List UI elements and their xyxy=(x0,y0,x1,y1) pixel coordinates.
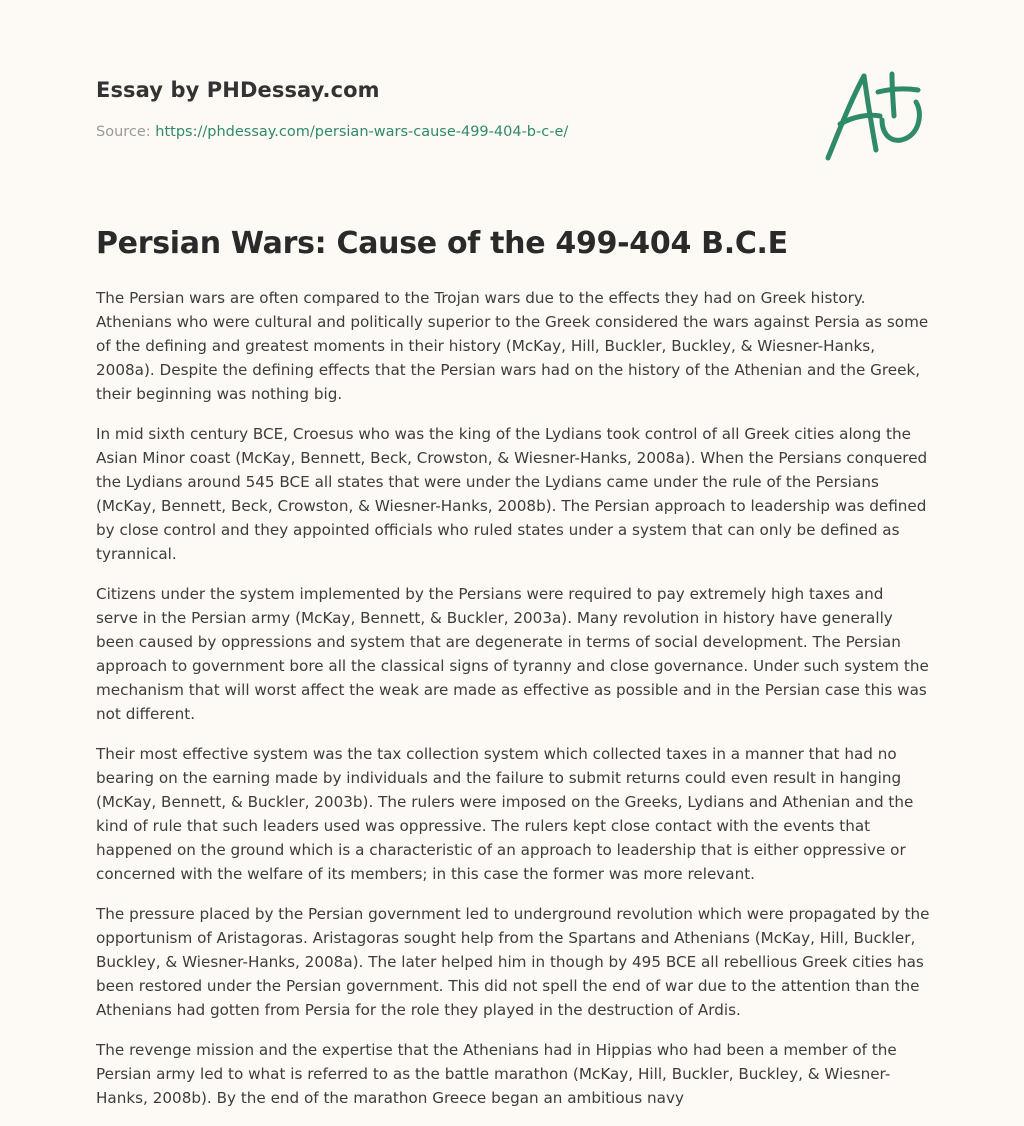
paragraph-4: Their most effective system was the tax collection system which collected taxes in a manner that had no bearing on the earning made by individuals and the failure to submit returns could even result in hanging (McKay, Bennett, & Buckler, 2003b). The rulers were imposed on the Greeks, Lydians and Athenian and the kind of rule that such leaders used was oppressive. The rulers kept close contact with the events that happened on the ground which is a characteristic of an approach to leadership that is either oppressive or concerned with the welfare of its members; in this case the former was more relevant. xyxy=(96,745,914,883)
paragraph-2: In mid sixth century BCE, Croesus who was the king of the Lydians took control of all Greek cities along the Asian Minor coast (McKay, Bennett, Beck, Crowston, & Wiesner-Hanks, 2008a). When the Persians conquered the Lydians around 545 BCE all states that were under the Lydians came under the rule of the Persians (McKay, Bennett, Beck, Crowston, & Wiesner-Hanks, 2008b). The Persian approach to leadership was defined by close control and they appointed officials who ruled states under a system that can only be defined as tyrannical. xyxy=(96,425,928,563)
article-body xyxy=(96,286,930,1126)
source-link[interactable]: https://phdessay.com/persian-wars-cause-499-404-b-c-e/ xyxy=(155,124,569,140)
paragraph-5: The pressure placed by the Persian government led to underground revolution which were propagated by the opportunism of Aristagoras. Aristagoras sought help from the Spartans and Athenians (McKay, Hill, Buckler, Buckley, & Wiesner-Hanks, 2008a). The later helped him in though by 495 BCE all rebellious Greek cities has been restored under the Persian government. This did not spell the end of war due to the attention than the Athenians had gotten from Persia for the role they played in the destruction of Ardis. xyxy=(96,905,930,1019)
source-label: Source: xyxy=(96,124,156,140)
article-title: Persian Wars: Cause of the 499-404 B.C.E xyxy=(96,226,788,261)
a-plus-logo-icon xyxy=(818,66,930,166)
paragraph-3: Citizens under the system implemented by the Persians were required to pay extremely high taxes and serve in the Persian army (McKay, Bennett, & Buckler, 2003a). Many revolution in history have generally been caused by oppressions and system that are degenerate in terms of social development. The Persian approach to government bore all the classical signs of tyranny and close governance. Under such system the mechanism that will worst affect the weak are made as effective as possible and in the Persian case this was not different. xyxy=(96,585,929,723)
paragraph-1: The Persian wars are often compared to the Trojan wars due to the effects they had on Greek history. Athenians who were cultural and politically superior to the Greek considered the wars against Persia as some of the defining and greatest moments in their history (McKay, Hill, Buckler, Buckley, & Wiesner-Hanks, 2008a). Despite the defining effects that the Persian wars had on the history of the Athenian and the Greek, their beginning was nothing big. xyxy=(96,289,929,403)
source-line xyxy=(96,124,568,140)
brand-title: Essay by PHDessay.com xyxy=(96,78,380,102)
paragraph-6: The revenge mission and the expertise that the Athenians had in Hippias who had been a member of the Persian army led to what is referred to as the battle marathon (McKay, Hill, Buckler, Buckley, & Wiesner-Hanks, 2008b). By the end of the marathon Greece began an ambitious navy xyxy=(96,1041,897,1107)
